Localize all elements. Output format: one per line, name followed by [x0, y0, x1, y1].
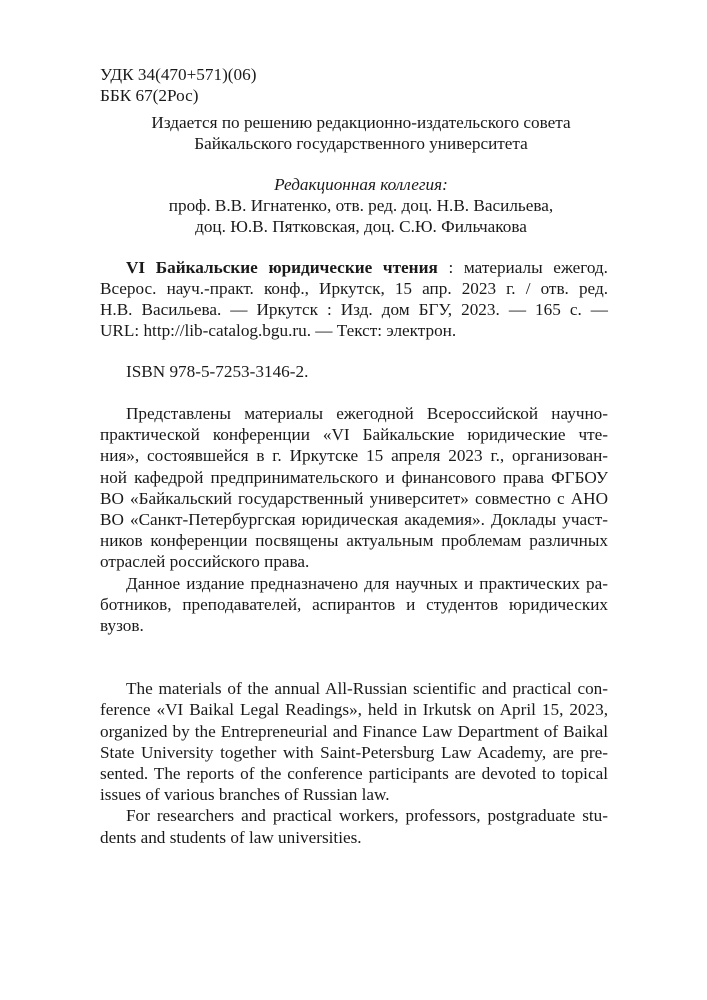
bibliographic-line: [100, 257, 608, 278]
abstract-line: State University together with Saint-Petersburg Law Academy, are pre-: [100, 742, 608, 762]
abstract-line: For researchers and practical workers, professors, postgraduate stu-: [126, 806, 608, 826]
abstract-line: dents and students of law universities.: [100, 827, 362, 847]
abstract-paragraph: [100, 573, 608, 637]
abstract-line: Данное издание предназначено для научных и практических ра-: [126, 573, 608, 593]
abstract-line: organized by the Entrepreneurial and Finance Law Department of Baikal: [100, 721, 608, 741]
udk-code: УДК 34(470+571)(06): [100, 65, 257, 84]
publisher-note-line: Байкальского государственного университета: [194, 134, 528, 153]
bibliographic-record: [100, 257, 608, 341]
publisher-note-line: Издается по решению редакционно-издательского совета: [151, 113, 571, 132]
editorial-board-line: проф. В.В. Игнатенко, отв. ред. доц. Н.В. Васильева,: [168, 196, 554, 215]
abstract-line: The materials of the annual All-Russian scientific and practical con-: [126, 679, 608, 699]
abstract-line: ference «VI Baikal Legal Readings», held in Irkutsk on April 15, 2023,: [100, 700, 608, 720]
book-title: VI Байкальские юридические чтения: [126, 258, 438, 277]
abstract-russian: [100, 403, 608, 636]
bibliographic-line: Всерос. науч.-практ. конф., Иркутск, 15 апр. 2023 г. / отв. ред.: [100, 279, 608, 298]
editorial-board-line: доц. Ю.В. Пятковская, доц. С.Ю. Фильчакова: [195, 217, 527, 236]
abstract-line: ботников, преподавателей, аспирантов и студентов юридических: [100, 594, 608, 614]
bibliographic-line: URL: http://lib-catalog.bgu.ru. — Текст: электрон.: [100, 321, 457, 340]
copyright-page: [100, 64, 608, 848]
abstract-line: ВО «Байкальский государственный университет» совместно с АНО: [100, 488, 608, 508]
classification-codes: [100, 64, 608, 106]
abstract-paragraph: [100, 403, 608, 573]
bibliographic-line: Н.В. Васильева. — Иркутск : Изд. дом БГУ, 2023. — 165 с. —: [100, 300, 608, 319]
isbn: ISBN 978-5-7253-3146-2.: [126, 362, 309, 381]
abstract-line: issues of various branches of Russian law.: [100, 785, 390, 805]
abstract-line: ВО «Санкт-Петербургская юридическая академия». Доклады участ-: [100, 510, 608, 530]
publisher-note: [100, 112, 608, 154]
editorial-board: [100, 174, 608, 237]
abstract-paragraph: [100, 805, 608, 847]
abstract-line: ной кафедрой предпринимательского и финансового права ФГБОУ: [100, 467, 608, 487]
abstract-line: вузов.: [100, 616, 144, 636]
abstract-line: ников конференции посвящены актуальным проблемам различных: [100, 531, 608, 551]
abstract-line: sented. The reports of the conference participants are devoted to topical: [100, 764, 608, 784]
abstract-paragraph: [100, 678, 608, 805]
abstract-english: [100, 678, 608, 848]
bibliographic-line-text: : материалы ежегод.: [437, 258, 608, 277]
abstract-line: ния», состоявшейся в г. Иркутске 15 апреля 2023 г., организован-: [100, 446, 608, 466]
abstract-line: практической конференции «VI Байкальские юридические чте-: [100, 425, 608, 445]
abstract-line: Представлены материалы ежегодной Всероссийской научно-: [126, 404, 608, 423]
editorial-board-heading: Редакционная коллегия:: [274, 175, 448, 194]
bbk-code: ББК 67(2Рос): [100, 86, 199, 105]
abstract-line: отраслей российского права.: [100, 552, 310, 572]
